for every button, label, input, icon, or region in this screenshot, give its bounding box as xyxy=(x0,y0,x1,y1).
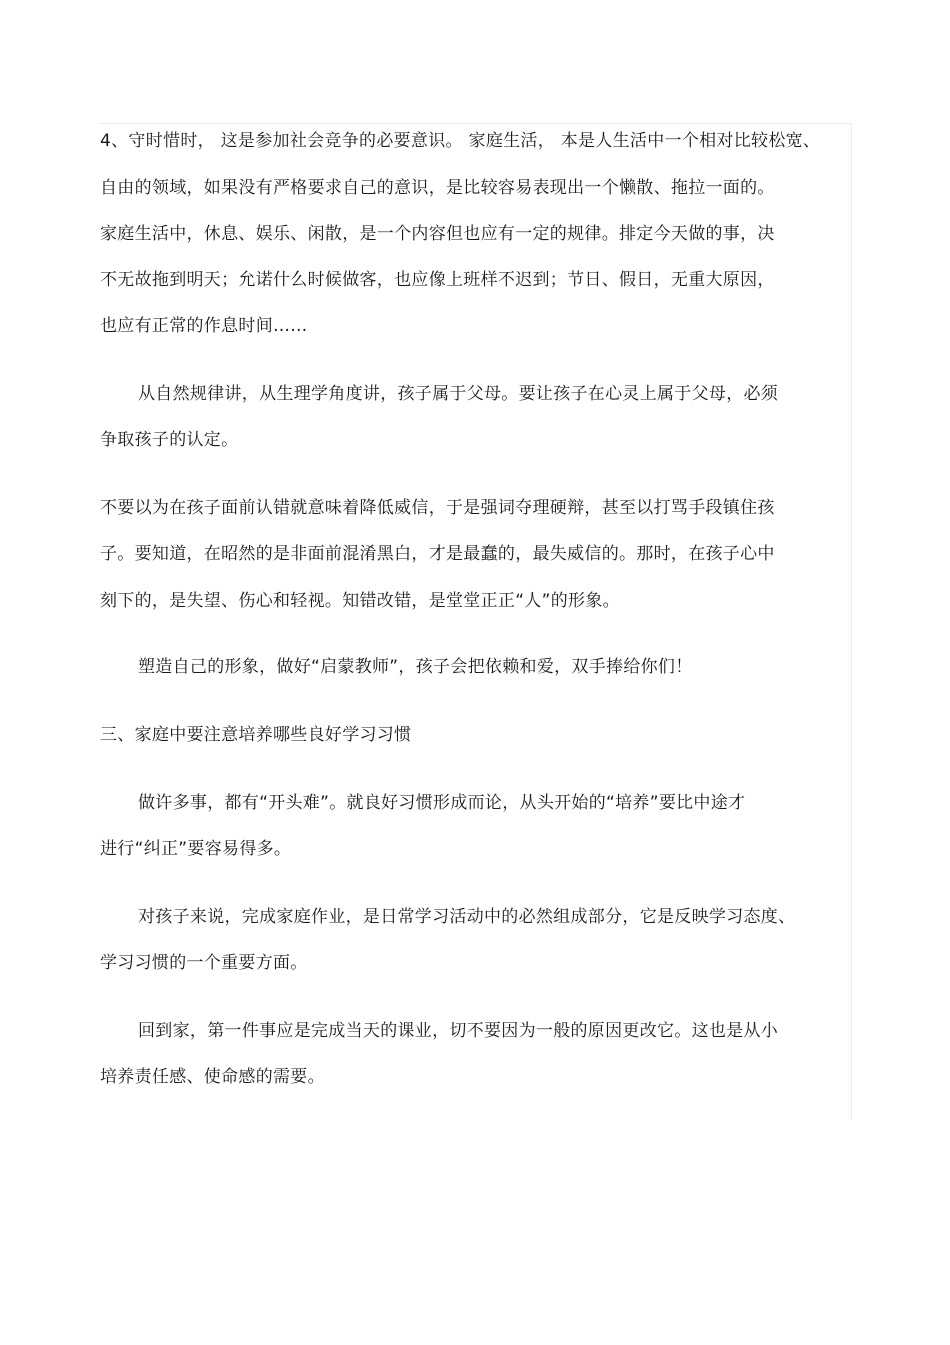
page-frame-right-border xyxy=(851,123,852,1120)
paragraph-admit-mistakes-line-1: 不要以为在孩子面前认错就意味着降低威信，于是强词夺理硬辩，甚至以打骂手段镇住孩 xyxy=(100,498,775,518)
paragraph-punctuality-line-2: 自由的领域，如果没有严格要求自己的意识，是比较容易表现出一个懒散、拖拉一面的。 xyxy=(100,178,775,198)
paragraph-punctuality-line-3: 家庭生活中，休息、娱乐、闲散，是一个内容但也应有一定的规律。排定今天做的事，决 xyxy=(100,224,775,244)
paragraph-punctuality-line-4: 不无故拖到明天；允诺什么时候做客，也应像上班样不迟到；节日、假日，无重大原因， xyxy=(100,270,775,290)
paragraph-hard-start-line-1: 做许多事，都有“开头难”。就良好习惯形成而论，从头开始的“培养”要比中途才 xyxy=(138,793,746,813)
paragraph-return-home-line-2: 培养责任感、使命感的需要。 xyxy=(100,1067,325,1087)
paragraph-shape-image: 塑造自己的形象，做好“启蒙教师”，孩子会把依赖和爱，双手捧给你们！ xyxy=(138,657,693,677)
paragraph-return-home-line-1: 回到家，第一件事应是完成当天的课业，切不要因为一般的原因更改它。这也是从小 xyxy=(138,1021,779,1041)
page-frame-top-border xyxy=(100,123,852,124)
paragraph-admit-mistakes-line-2: 子。要知道，在昭然的是非面前混淆黑白，才是最蠢的，最失威信的。那时，在孩子心中 xyxy=(100,544,775,564)
paragraph-punctuality-line-1: 4、守时惜时， 这是参加社会竞争的必要意识。 家庭生活， 本是人生活中一个相对比较松宽、 xyxy=(100,131,821,151)
paragraph-hard-start-line-2: 进行“纠正”要容易得多。 xyxy=(100,839,292,859)
paragraph-homework-line-2: 学习习惯的一个重要方面。 xyxy=(100,953,308,973)
paragraph-homework-line-1: 对孩子来说，完成家庭作业，是日常学习活动中的必然组成部分，它是反映学习态度、 xyxy=(138,907,796,927)
paragraph-admit-mistakes-line-3: 刻下的，是失望、伤心和轻视。知错改错，是堂堂正正“人”的形象。 xyxy=(100,591,620,611)
section-heading-study-habits: 三、家庭中要注意培养哪些良好学习习惯 xyxy=(100,725,412,745)
paragraph-natural-law-line-1: 从自然规律讲，从生理学角度讲，孩子属于父母。要让孩子在心灵上属于父母，必须 xyxy=(138,384,779,404)
paragraph-punctuality-line-5: 也应有正常的作息时间…… xyxy=(100,316,308,336)
paragraph-natural-law-line-2: 争取孩子的认定。 xyxy=(100,430,239,450)
